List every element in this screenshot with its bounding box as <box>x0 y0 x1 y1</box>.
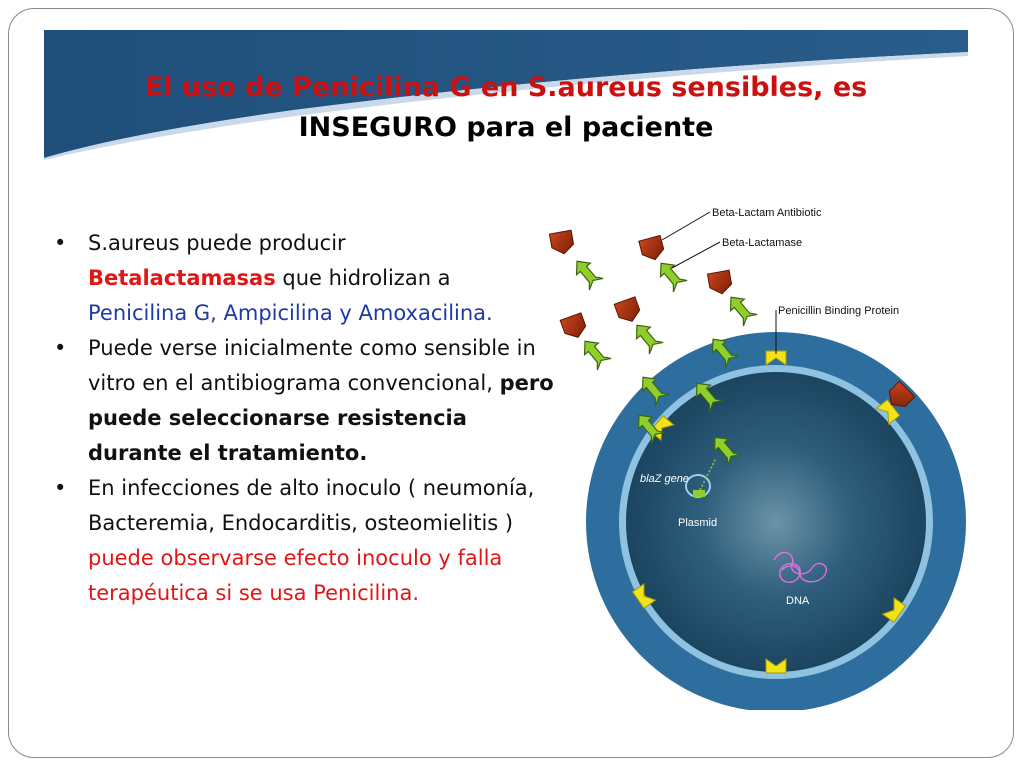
antibiotic-icon <box>578 335 611 370</box>
title-line-1: El uso de Penicilina G en S.aureus sensibles, es <box>144 72 868 103</box>
beta-lactamase-icon <box>560 313 588 341</box>
bullet-dot: • <box>54 231 67 255</box>
bullet-1-text: S.aureus puede producir <box>88 231 346 255</box>
cytoplasm <box>626 372 926 672</box>
bullet-2-bold: pero puede seleccionarse resistencia durante el tratamiento. <box>88 371 554 465</box>
label-dna: DNA <box>786 595 810 607</box>
bullet-item-3 <box>52 471 562 611</box>
slide-title <box>44 68 968 148</box>
bullet-1-hidrolizan: que hidrolizan a <box>282 266 451 290</box>
label-beta-lactamase: Beta-Lactamase <box>722 237 803 249</box>
bullet-1-betalactamasas: Betalactamasas <box>88 266 276 290</box>
blaz-gene-icon <box>693 490 705 497</box>
bullet-1-drugs: Penicilina G, Ampicilina y Amoxacilina. <box>88 301 493 325</box>
label-plasmid: Plasmid <box>678 517 718 529</box>
bullet-3-red: puede observarse efecto inoculo y falla terapéutica si se usa Penicilina. <box>88 546 503 605</box>
bullet-dot: • <box>54 336 67 360</box>
antibiotic-icon <box>630 319 663 354</box>
antibiotic-icon <box>570 255 603 290</box>
bullet-list <box>52 226 562 611</box>
bacterial-cell-diagram <box>540 190 980 710</box>
bullet-2-text: Puede verse inicialmente como sensible in vitro en el antibiograma convencional, <box>88 336 536 395</box>
label-blaz-gene: blaZ gene <box>640 473 689 485</box>
beta-lactamase-icon <box>707 270 732 295</box>
antibiotic-icon <box>724 291 757 326</box>
beta-lactamase-icon <box>614 297 642 325</box>
bullet-item-1 <box>52 226 562 331</box>
bullet-3-text: En infecciones de alto inoculo ( neumonía, Bacteremia, Endocarditis, osteomielitis ) <box>88 476 535 535</box>
beta-lactamase-icon <box>639 235 666 262</box>
bullet-item-2 <box>52 331 562 471</box>
label-beta-lactam-antibiotic: Beta-Lactam Antibiotic <box>712 207 822 219</box>
label-pbp: Penicillin Binding Protein <box>778 305 900 317</box>
bullet-dot: • <box>54 476 67 500</box>
beta-lactamase-icon <box>549 230 574 255</box>
title-line-2: INSEGURO para el paciente <box>298 112 714 143</box>
